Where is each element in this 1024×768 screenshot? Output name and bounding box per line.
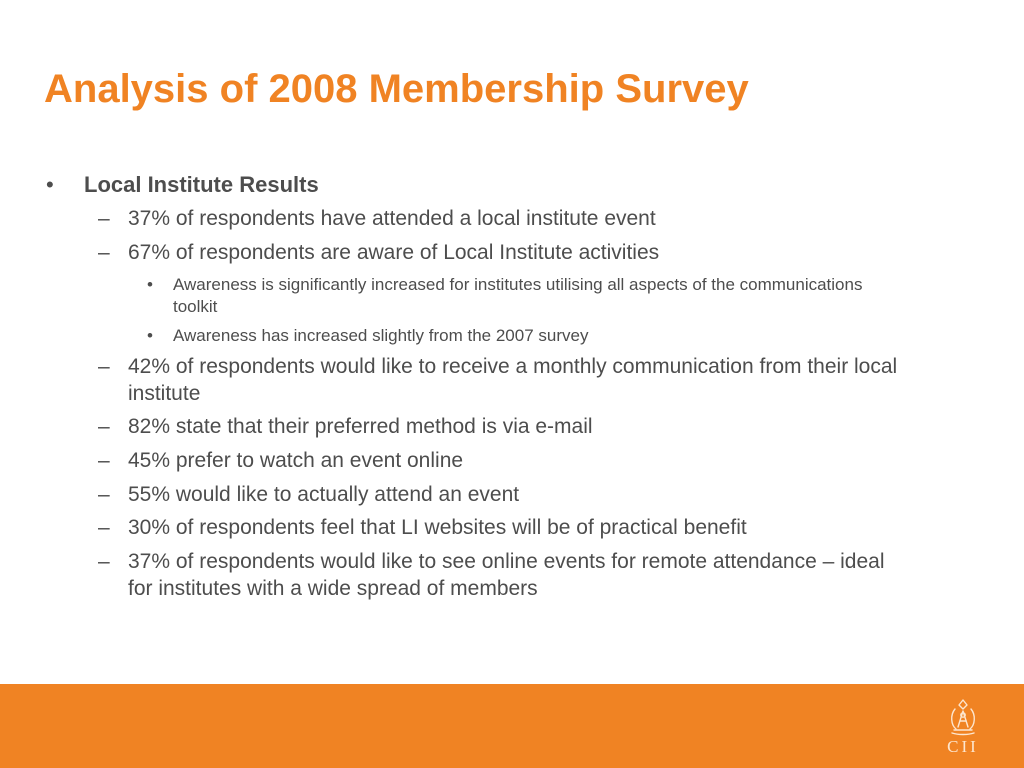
sub-list-item bbox=[147, 274, 903, 318]
dash-marker: – bbox=[98, 482, 110, 506]
list-heading-local-institute-results bbox=[46, 172, 904, 198]
slide-title: Analysis of 2008 Membership Survey bbox=[44, 67, 749, 111]
list-item bbox=[98, 549, 908, 602]
list-item bbox=[98, 414, 908, 441]
dash-marker: – bbox=[98, 516, 110, 540]
list-item-text: 45% prefer to watch an event online bbox=[128, 448, 464, 472]
list-item-text: 42% of respondents would like to receive a monthly communication from their local institute bbox=[128, 354, 898, 405]
list-item bbox=[98, 354, 908, 407]
dash-marker: – bbox=[98, 549, 110, 573]
dash-marker: – bbox=[98, 448, 110, 472]
sub-list-item bbox=[147, 325, 903, 347]
sub-list-item-text: Awareness has increased slightly from the 2007 survey bbox=[173, 325, 589, 345]
cii-logo bbox=[938, 697, 988, 763]
list-item-text: 67% of respondents are aware of Local Institute activities bbox=[128, 241, 660, 265]
list-item bbox=[98, 482, 908, 509]
dash-marker: – bbox=[98, 415, 110, 439]
sub-list-item-text: Awareness is significantly increased for institutes utilising all aspects of the communications toolkit bbox=[173, 274, 863, 316]
dash-marker: – bbox=[98, 207, 110, 231]
dash-marker: – bbox=[98, 241, 110, 265]
bullet-marker: • bbox=[147, 325, 153, 345]
dash-marker: – bbox=[98, 354, 110, 378]
list-item bbox=[98, 240, 908, 267]
slide-content bbox=[0, 172, 1024, 609]
bullet-marker: • bbox=[46, 172, 54, 197]
list-item bbox=[98, 448, 908, 475]
list-heading-text: Local Institute Results bbox=[84, 172, 319, 197]
list-item bbox=[98, 206, 908, 233]
logo-text: CII bbox=[947, 737, 979, 756]
list-item bbox=[98, 515, 908, 542]
cii-crest-icon bbox=[938, 697, 988, 737]
list-item-text: 30% of respondents feel that LI websites will be of practical benefit bbox=[128, 516, 747, 540]
list-item-text: 37% of respondents have attended a local institute event bbox=[128, 207, 656, 231]
list-item-text: 37% of respondents would like to see online events for remote attendance – ideal for institutes with a wide spread of members bbox=[128, 549, 885, 600]
footer-bar bbox=[0, 684, 1024, 768]
list-item-text: 55% would like to actually attend an event bbox=[128, 482, 520, 506]
bullet-marker: • bbox=[147, 274, 153, 294]
list-item-text: 82% state that their preferred method is via e-mail bbox=[128, 415, 593, 439]
